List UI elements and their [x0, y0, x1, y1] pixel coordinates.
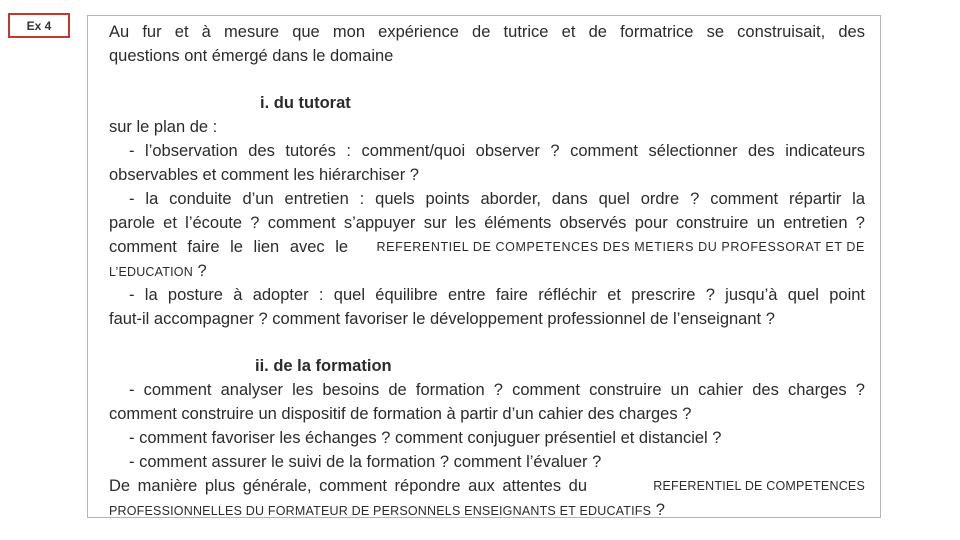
formation-line-4: - comment assurer le suivi de la formation ? comment l’évaluer ? [129, 453, 602, 471]
referentiel-formateur-title-end: PROFESSIONNELLES DU FORMATEUR DE PERSONNELS ENSEIGNANTS ET EDUCATIFS [109, 504, 652, 518]
posture-line-2: faut-il accompagner ? comment favoriser le développement professionnel de l’enseignant ? [109, 310, 775, 328]
formation-line-3: - comment favoriser les échanges ? comment conjuguer présentiel et distanciel ? [129, 429, 722, 447]
intro-line-2: questions ont émergé dans le domaine [109, 47, 394, 65]
observation-line-2: observables et comment les hiérarchiser ? [109, 166, 419, 184]
conduite-line-4 [109, 259, 865, 283]
plan-line: sur le plan de : [109, 118, 218, 136]
referentiel-formateur-title-start: REFERENTIEL DE COMPETENCES [653, 479, 865, 493]
section-heading-tutorat: i. du tutorat [260, 94, 351, 112]
referentiel-metiers-title: REFERENTIEL DE COMPETENCES DES METIERS DU PROFESSORAT ET DE [376, 240, 865, 254]
intro-line-1: Au fur et à mesure que mon expérience de tutrice et de formatrice se construisait, des [109, 23, 865, 41]
conduite-line-3-text: comment faire le lien avec le [109, 238, 349, 256]
question-mark: ? [651, 501, 665, 519]
question-mark: ? [192, 262, 207, 280]
posture-line-1: - la posture à adopter : quel équilibre entre faire réfléchir et prescrire ? jusqu’à quel point [129, 286, 865, 304]
formation-line-2: comment construire un dispositif de formation à partir d’un cahier des charges ? [109, 405, 692, 423]
general-line-2 [109, 498, 865, 522]
conduite-line-2: parole et l’écoute ? comment s’appuyer sur les éléments observés pour construire un entretien ? [109, 214, 865, 232]
exercise-badge: Ex 4 [8, 13, 70, 38]
general-line-1 [109, 474, 865, 498]
conduite-line-1: - la conduite d’un entretien : quels points aborder, dans quel ordre ? comment répartir la [129, 190, 865, 208]
general-line-1-text: De manière plus générale, comment répondre aux attentes du [109, 477, 588, 495]
referentiel-education-word: L’EDUCATION [109, 265, 193, 279]
section-heading-formation: ii. de la formation [255, 357, 392, 375]
document-frame [87, 15, 881, 518]
observation-line-1: - l’observation des tutorés : comment/quoi observer ? comment sélectionner des indicateurs [129, 142, 865, 160]
conduite-line-3 [109, 235, 865, 259]
formation-line-1: - comment analyser les besoins de formation ? comment construire un cahier des charges ? [129, 381, 865, 399]
